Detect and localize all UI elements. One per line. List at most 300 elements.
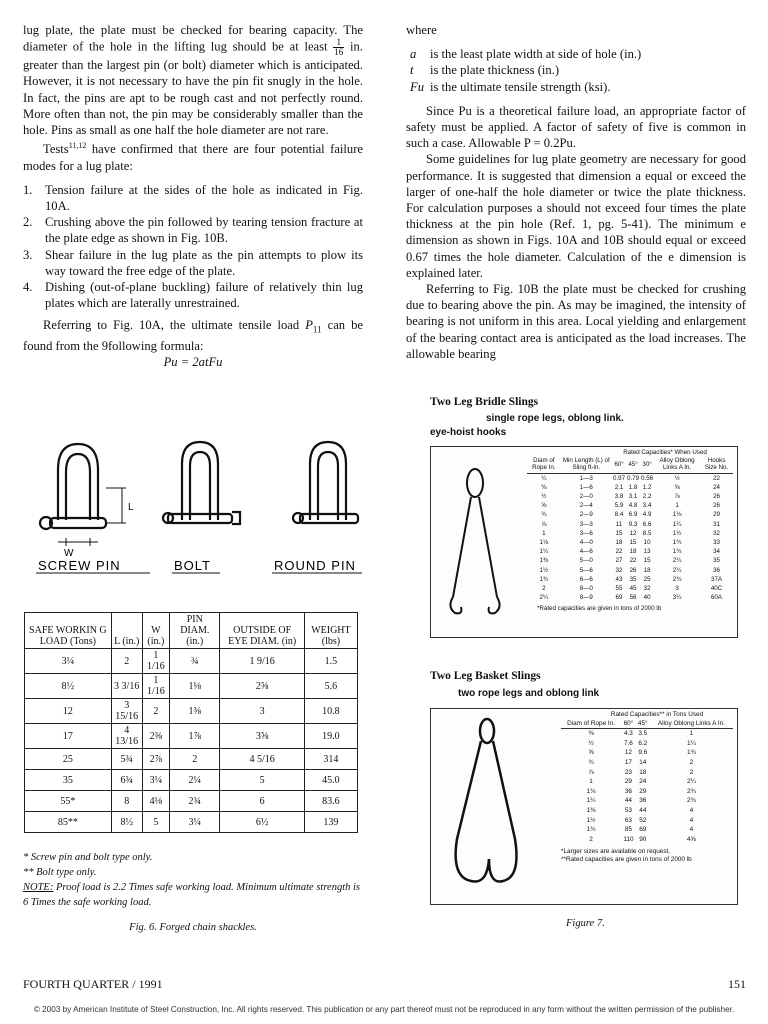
table-cell: 8½ <box>111 812 142 833</box>
table-row <box>561 816 733 826</box>
bolt-shackle-drawing <box>163 442 240 524</box>
table-row <box>527 547 733 556</box>
table-row <box>561 777 733 787</box>
table-cell: 34 <box>713 548 720 556</box>
table-cell: 18 <box>639 768 647 776</box>
table-row <box>527 575 733 584</box>
table-cell: 63 <box>624 816 632 824</box>
table-cell: 5 <box>142 812 169 833</box>
table-cell: 110 <box>623 835 634 843</box>
table-cell: 4 5/16 <box>220 749 304 770</box>
table-cell: 1½ <box>672 529 682 537</box>
table-row <box>25 812 358 833</box>
table-cell: 37A <box>711 575 723 583</box>
table-cell: 3 <box>220 699 304 724</box>
basket-table-wrap <box>561 711 733 864</box>
basket-figure <box>430 708 738 905</box>
table-cell: 6.6 <box>642 520 652 528</box>
table-cell: 12 <box>25 699 112 724</box>
table-cell: 1⅜ <box>539 557 549 565</box>
column-header: Hooks Size No. <box>700 456 733 473</box>
basket-footnote-1: *Larger sizes are available on request. <box>561 848 671 856</box>
table-cell: 3¼ <box>170 812 220 833</box>
column-header: Min Length (L) of Sling ft-in. <box>561 456 612 473</box>
bridle-figure <box>430 446 738 638</box>
table-cell: 5—0 <box>579 557 593 565</box>
table-cell: 2⅝ <box>220 674 304 699</box>
table-cell: 10.8 <box>304 699 357 724</box>
table-row <box>561 806 733 816</box>
table-cell: 1⅛ <box>539 539 549 547</box>
basket-title: Two Leg Basket Slings <box>430 670 541 682</box>
table-cell: 314 <box>304 749 357 770</box>
table-cell: 15 <box>615 529 623 537</box>
column-header: 60° <box>612 456 626 473</box>
failure-mode-item <box>23 214 363 246</box>
table-cell: 24 <box>713 483 720 491</box>
table-cell: 6—6 <box>579 575 593 583</box>
table-cell: 2 <box>170 749 220 770</box>
list-text: Shear failure in the lug plate as the pin attempts to plow its way toward the free edge of the plate. <box>45 247 363 278</box>
table-cell: 29 <box>713 511 720 519</box>
table-cell: 5.9 <box>614 502 624 510</box>
table-cell: 12 <box>629 529 637 537</box>
definition-row <box>406 62 746 78</box>
shackle-illustration <box>22 428 362 578</box>
shackle-table-header <box>25 613 358 649</box>
table-row <box>561 835 733 845</box>
table-row <box>527 473 733 483</box>
table-row <box>25 674 358 699</box>
table-row <box>527 529 733 538</box>
table-cell: 1¼ <box>586 797 596 805</box>
table-cell: 2—4 <box>579 502 593 510</box>
table-row <box>561 768 733 778</box>
table-cell: 35 <box>629 575 637 583</box>
table-cell: 14 <box>639 758 647 766</box>
bridle-sling-drawing <box>431 447 521 635</box>
table-cell: 2¼ <box>672 566 682 574</box>
table-cell: 32 <box>615 566 623 574</box>
left-column <box>23 22 363 371</box>
table-row <box>527 566 733 575</box>
table-cell: 1 9/16 <box>220 649 304 674</box>
table-cell: 13 <box>643 548 651 556</box>
table-cell: 8—9 <box>579 594 593 602</box>
table-cell: 22 <box>615 548 623 556</box>
basket-sling-drawing <box>431 709 541 901</box>
formula-pu: Pu = 2atFu <box>163 355 223 370</box>
table-cell: 3—3 <box>579 520 593 528</box>
table-cell: 1¾ <box>672 548 682 556</box>
table-cell: 3—6 <box>579 529 593 537</box>
table-row <box>561 758 733 768</box>
table-cell: ¾ <box>588 758 594 766</box>
table-cell: 45 <box>629 585 637 593</box>
table-cell: ¾ <box>170 649 220 674</box>
column-header: SAFE WORKIN G LOAD (Tons) <box>25 613 112 649</box>
table-cell: ¼ <box>541 474 547 482</box>
round-pin-shackle-drawing <box>293 442 358 523</box>
table-cell: 3 <box>675 585 679 593</box>
table-cell: 2¾ <box>672 575 682 583</box>
definition-text: is the ultimate tensile strength (ksi). <box>430 79 611 94</box>
table-cell: 8.4 <box>614 511 624 519</box>
table-cell: 4—0 <box>579 539 593 547</box>
table-cell: 2¾ <box>170 791 220 812</box>
bridle-subtitle-2: eye-hoist hooks <box>430 427 507 438</box>
table-cell: 2¾ <box>686 787 696 795</box>
screw-pin-shackle-drawing <box>40 444 126 546</box>
failure-modes-list <box>23 182 363 312</box>
table-cell: 55 <box>615 585 623 593</box>
table-cell: 56 <box>629 594 637 602</box>
table-cell: 17 <box>25 724 112 749</box>
table-cell: 1 1/16 <box>142 649 169 674</box>
table-cell: 3 3/16 <box>111 674 142 699</box>
table-cell: 8 <box>111 791 142 812</box>
table-cell: 18 <box>615 539 623 547</box>
table-cell: 1.8 <box>628 483 638 491</box>
table-cell: 6 <box>220 791 304 812</box>
table-cell: 2.2 <box>642 493 652 501</box>
table-cell: ¾ <box>541 511 547 519</box>
column-header: W (in.) <box>142 613 169 649</box>
table-cell: 3.5 <box>638 730 648 738</box>
table-cell: 85** <box>25 812 112 833</box>
table-notes <box>23 850 363 910</box>
bridle-subtitle: single rope legs, oblong link. <box>486 413 624 424</box>
table-cell: 2—0 <box>579 493 593 501</box>
table-cell: 0.79 <box>627 474 640 482</box>
table-row <box>25 724 358 749</box>
table-cell: 1 <box>675 502 679 510</box>
table-cell: 22 <box>629 557 637 565</box>
table-cell: 19.0 <box>304 724 357 749</box>
list-text: Dishing (out-of-plane buckling) failure of relatively thin lug plates which are laterally unrestrained. <box>45 280 363 311</box>
table-cell: 4.8 <box>628 502 638 510</box>
table-row <box>527 492 733 501</box>
table-cell: 1⅞ <box>170 724 220 749</box>
table-cell: 7.6 <box>623 739 633 747</box>
where-label: where <box>406 23 437 37</box>
table-cell: 26 <box>629 566 637 574</box>
table-cell: 5¾ <box>111 749 142 770</box>
table-cell: 10 <box>643 539 651 547</box>
table-cell: 4⅝ <box>686 835 696 843</box>
table-row <box>527 593 733 602</box>
table-cell: 2¾ <box>686 797 696 805</box>
right-column <box>406 22 746 362</box>
note-proof-load: NOTE: Proof load is 2.2 Times safe working load. Minimum ultimate strength is 6 Times the safe working load. <box>23 882 360 908</box>
table-row <box>25 791 358 812</box>
definition-text: is the plate thickness (in.) <box>430 63 560 78</box>
table-cell: 139 <box>304 812 357 833</box>
table-cell: 2¼ <box>686 778 696 786</box>
table-cell: 6½ <box>220 812 304 833</box>
page-number: 151 <box>728 977 746 991</box>
table-cell: 32 <box>643 585 651 593</box>
table-cell: 1⅛ <box>586 787 596 795</box>
table-cell: 1.5 <box>304 649 357 674</box>
table-cell: ⅞ <box>588 768 594 776</box>
table-cell: 1¾ <box>686 749 696 757</box>
table-cell: 4 13/16 <box>111 724 142 749</box>
table-cell: 26 <box>713 502 720 510</box>
table-cell: 1¼ <box>672 520 682 528</box>
fraction: $\frac{1}{16}$ <box>334 37 344 58</box>
table-cell: 4—6 <box>579 548 593 556</box>
table-cell: 3¼ <box>672 594 682 602</box>
table-cell: 2⅞ <box>142 749 169 770</box>
table-cell: 2 <box>542 585 546 593</box>
table-row <box>561 748 733 758</box>
definition-row <box>406 79 746 95</box>
table-cell: ⅞ <box>674 493 680 501</box>
table-cell: 25 <box>25 749 112 770</box>
table-cell: 3.8 <box>614 493 624 501</box>
paragraph-text: lug plate, the plate must be checked for bearing capacity. The diameter of the hole in the lifting lug should be at least <box>23 23 363 54</box>
table-cell: 4⅛ <box>142 791 169 812</box>
table-cell: 1¼ <box>686 739 696 747</box>
table-cell: 2—9 <box>579 511 593 519</box>
table-cell: 69 <box>639 826 647 834</box>
paragraph-tests: Tests$^{11,12}$ have confirmed that there are four potential failure modes for a lug plate: <box>23 141 363 173</box>
list-number: 2. <box>23 215 33 230</box>
table-cell: ⅜ <box>541 483 547 491</box>
footer-issue: FOURTH QUARTER / 1991 <box>23 977 163 991</box>
table-cell: 36 <box>713 566 720 574</box>
table-cell: 12 <box>624 749 632 757</box>
table-row <box>561 729 733 739</box>
paragraph-hole-diameter <box>23 22 363 138</box>
table-cell: 1—3 <box>579 474 593 482</box>
shackle-table <box>24 612 358 833</box>
table-row <box>561 739 733 749</box>
label-bolt: BOLT <box>174 558 211 573</box>
table-cell: 1⅜ <box>170 699 220 724</box>
column-header: PIN DIAM. (in.) <box>170 613 220 649</box>
table-cell: 9.3 <box>628 520 638 528</box>
table-cell: 33 <box>713 539 720 547</box>
table-cell: 40C <box>710 585 723 593</box>
table-cell: 6.9 <box>628 511 638 519</box>
figure-7-caption: Figure 7. <box>566 918 605 929</box>
table-cell: 36 <box>639 797 647 805</box>
paragraph-tensile-load: Referring to Fig. 10A, the ultimate tensile load $P_{11}$ can be found from the 9following formula: <box>23 318 363 354</box>
table-cell: 27 <box>615 557 623 565</box>
table-cell: 0.56 <box>641 474 654 482</box>
table-cell: 83.6 <box>304 791 357 812</box>
table-cell: 3¼ <box>142 770 169 791</box>
basket-group-header: Rated Capacities** in Tons Used <box>610 711 704 718</box>
table-cell: 22 <box>713 474 720 482</box>
table-cell: ⅝ <box>541 502 547 510</box>
table-cell: 1.2 <box>642 483 652 491</box>
table-cell: 4 <box>689 806 694 814</box>
note-screw-pin: * Screw pin and bolt type only. <box>23 852 153 863</box>
column-header: OUTSIDE OF EYE DIAM. (in) <box>220 613 304 649</box>
table-cell: 35 <box>25 770 112 791</box>
definition-row <box>406 46 746 62</box>
table-cell: 2¼ <box>170 770 220 791</box>
table-cell: 45.0 <box>304 770 357 791</box>
table-cell: 8½ <box>25 674 112 699</box>
table-cell: ⅝ <box>588 749 594 757</box>
bridle-table-wrap <box>527 449 733 613</box>
table-cell: 5—6 <box>579 566 593 574</box>
table-cell: 8.5 <box>642 529 652 537</box>
table-cell: 15 <box>629 539 637 547</box>
table-cell: 1¼ <box>539 548 549 556</box>
table-cell: 1 <box>589 778 593 786</box>
variable-definitions <box>406 46 746 95</box>
table-cell: 3.4 <box>642 502 652 510</box>
column-header: Diam of Rope In. <box>527 456 561 473</box>
table-cell: 24 <box>639 778 647 786</box>
failure-mode-item <box>23 279 363 311</box>
bridle-title: Two Leg Bridle Slings <box>430 396 539 408</box>
table-cell: 2 <box>689 758 694 766</box>
table-cell: ½ <box>588 739 594 747</box>
column-header: 30° <box>640 456 654 473</box>
table-cell: 0.97 <box>612 474 626 482</box>
table-cell: 1¾ <box>586 826 596 834</box>
basket-table <box>561 719 733 845</box>
table-cell: 2¼ <box>672 557 682 565</box>
table-cell: 1⅛ <box>672 511 682 519</box>
note-bolt: ** Bolt type only. <box>23 867 97 878</box>
table-row <box>527 520 733 529</box>
table-cell: 2⅜ <box>142 724 169 749</box>
table-row <box>527 510 733 519</box>
failure-mode-item <box>23 247 363 279</box>
definition-symbol: Fu <box>410 79 424 94</box>
table-cell: 1⅛ <box>170 674 220 699</box>
table-cell: ⅜ <box>588 730 594 738</box>
table-cell: ⅝ <box>674 483 680 491</box>
label-round-pin: ROUND PIN <box>274 558 356 573</box>
definition-symbol: a <box>410 47 417 62</box>
table-cell: 18 <box>643 566 651 574</box>
table-cell: 3⅝ <box>220 724 304 749</box>
table-cell: 55* <box>25 791 112 812</box>
column-header: 45° <box>636 719 650 729</box>
definition-symbol: t <box>410 63 414 78</box>
table-cell: 31 <box>713 520 720 528</box>
table-cell: 25 <box>643 575 651 583</box>
paragraph-text-rest: in. greater than the largest pin (or bolt) diameter which is anticipated. However, it is not necessary to have the pin fit snugly in the hole. In fact, the pins are apt to be rough cast and not perfectly round. More often than not, the pin may be considerably smaller than the hole. Pins as small as one half the hole diameter are not rare. <box>23 39 363 138</box>
column-header: WEIGHT (lbs) <box>304 613 357 649</box>
bridle-table <box>527 456 733 602</box>
reference-superscript: 11,12 <box>68 141 87 151</box>
table-cell: 1⅜ <box>586 806 596 814</box>
table-row <box>527 556 733 565</box>
table-row <box>25 749 358 770</box>
column-header: 60° <box>621 719 636 729</box>
table-cell: 4.9 <box>642 511 652 519</box>
table-cell: 53 <box>624 806 632 814</box>
column-header: L (in.) <box>111 613 142 649</box>
table-cell: 85 <box>624 826 632 834</box>
table-row <box>527 501 733 510</box>
table-cell: 32 <box>713 529 720 537</box>
list-number: 1. <box>23 182 33 197</box>
table-cell: 2 <box>689 768 694 776</box>
list-number: 4. <box>23 280 33 295</box>
table-cell: 3.1 <box>628 493 638 501</box>
label-screw-pin: SCREW PIN <box>38 558 121 573</box>
table-cell: 15 <box>643 557 651 565</box>
table-cell: 1—6 <box>579 483 593 491</box>
table-cell: 4 <box>689 816 694 824</box>
table-cell: 6¾ <box>111 770 142 791</box>
failure-mode-item <box>23 182 363 214</box>
list-text: Tension failure at the sides of the hole as indicated in Fig. 10A. <box>45 182 363 214</box>
table-row <box>561 796 733 806</box>
table-cell: 2.1 <box>614 483 624 491</box>
column-header: 45° <box>626 456 640 473</box>
bridle-footnote: *Rated capacities are given in tons of 2000 lb <box>537 605 662 613</box>
table-cell: 4 <box>689 826 694 834</box>
table-cell: 5.6 <box>304 674 357 699</box>
list-number: 3. <box>23 247 33 262</box>
table-cell: 1½ <box>539 566 549 574</box>
table-cell: 2 <box>142 699 169 724</box>
table-cell: 3 15/16 <box>111 699 142 724</box>
table-cell: 17 <box>624 758 632 766</box>
basket-footnote-2: **Rated capacities are given in tons of 2000 lb <box>561 855 692 863</box>
table-row <box>25 699 358 724</box>
table-cell: 18 <box>629 548 637 556</box>
figure-6-caption: Fig. 6. Forged chain shackles. <box>129 922 257 933</box>
table-cell: 2 <box>111 649 142 674</box>
table-cell: 1½ <box>586 816 596 824</box>
dim-label-w: W <box>64 548 74 559</box>
column-header: Alloy Oblong Links A In. <box>650 719 733 729</box>
table-cell: 6.2 <box>638 739 648 747</box>
list-text: Crushing above the pin followed by tearing tension fracture at the plate edge as shown in Fig. 10B. <box>45 215 363 246</box>
bridle-group-header: Rated Capacities* When Used <box>623 449 707 456</box>
table-cell: ⅞ <box>541 520 547 528</box>
table-cell: 4.3 <box>623 730 633 738</box>
table-cell: ½ <box>674 474 680 482</box>
table-cell: 1¾ <box>672 539 682 547</box>
definition-text: is the least plate width at side of hole (in.) <box>430 47 642 62</box>
table-cell: 8—0 <box>579 585 593 593</box>
table-cell: 1 <box>689 730 694 738</box>
table-cell: 52 <box>639 816 647 824</box>
table-cell: 1¾ <box>539 575 549 583</box>
table-cell: 26 <box>713 493 720 501</box>
table-row <box>561 787 733 797</box>
table-cell: 43 <box>615 575 623 583</box>
column-header: Alloy Oblong Links A In. <box>654 456 700 473</box>
dim-label-l: L <box>128 502 134 513</box>
table-cell: 11 <box>615 520 623 528</box>
table-cell: 1 <box>542 529 546 537</box>
table-row <box>25 649 358 674</box>
table-cell: 40 <box>643 594 651 602</box>
table-cell: 2 <box>589 835 593 843</box>
table-row <box>527 538 733 547</box>
table-cell: 35 <box>713 557 720 565</box>
column-header: Diam of Rope In. <box>561 719 621 729</box>
basket-subtitle: two rope legs and oblong link <box>458 688 600 699</box>
table-cell: 36 <box>624 787 632 795</box>
table-row <box>561 825 733 835</box>
table-cell: 9.6 <box>638 749 648 757</box>
